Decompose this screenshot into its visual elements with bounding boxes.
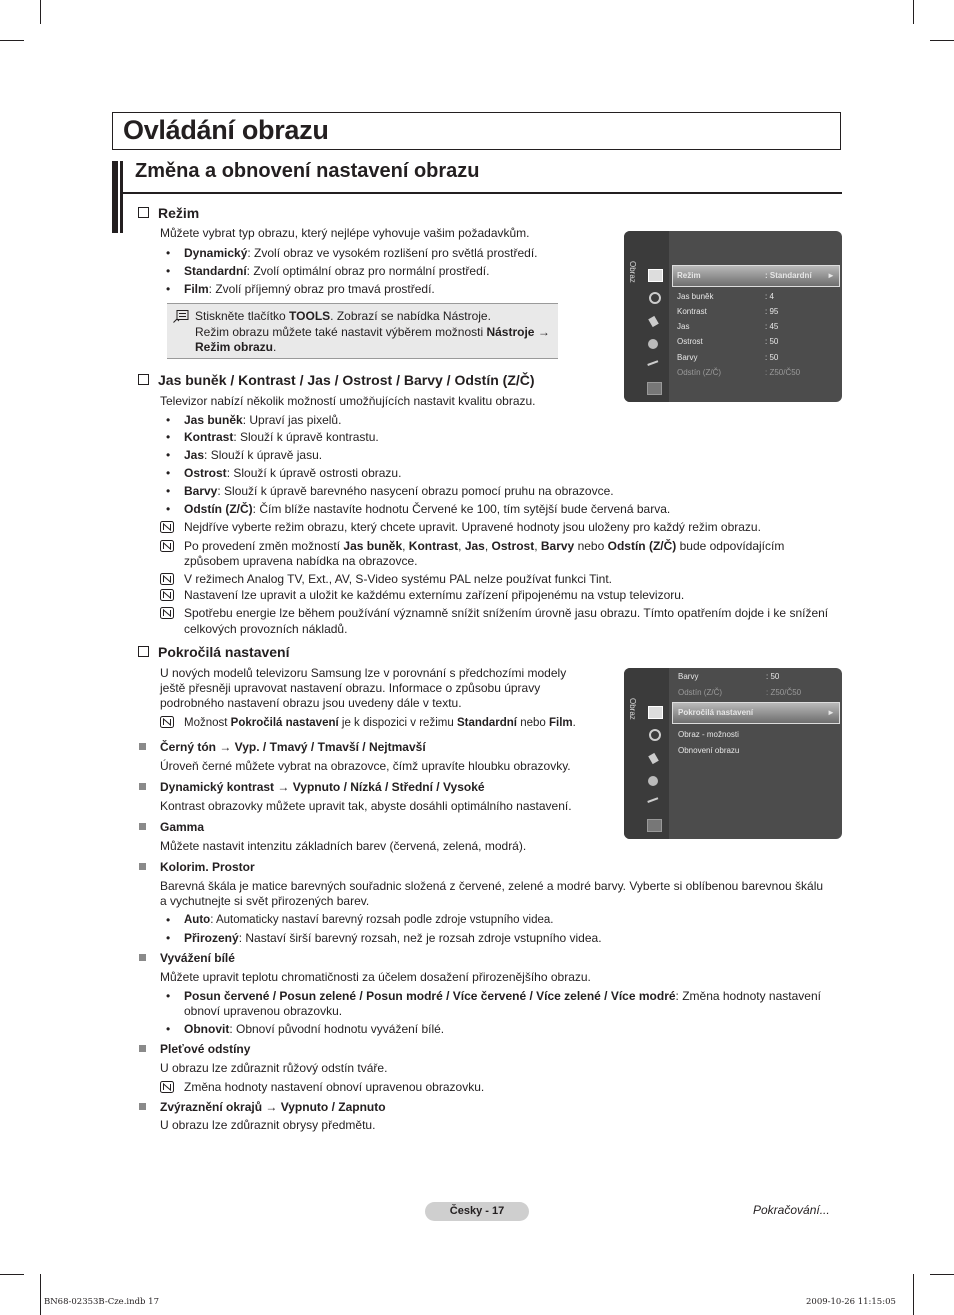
bullet: • <box>166 246 171 260</box>
subitem-title: Pleťové odstíny <box>160 1042 251 1056</box>
crop-mark <box>40 0 41 24</box>
list-item: Standardní: Zvolí optimální obraz pro normální prostředí. <box>184 264 490 278</box>
tools-icon <box>173 310 189 323</box>
menu-value: : 4 <box>765 292 774 301</box>
subitem-text: Kontrast obrazovky můžete upravit tak, abyste dosáhli optimálního nastavení. <box>160 799 572 813</box>
note-icon <box>160 521 174 533</box>
picture-icon <box>648 269 663 282</box>
note-icon <box>160 540 174 552</box>
list-item: Film: Zvolí příjemný obraz pro tmavá prostředí. <box>184 282 435 296</box>
note-icon <box>160 607 174 619</box>
section-title: Změna a obnovení nastavení obrazu <box>135 160 480 182</box>
osd-menu-picture <box>624 231 842 402</box>
subitem-title: Černý tón → Vyp. / Tmavý / Tmavší / Nejtmavší <box>160 740 426 754</box>
bullet: • <box>166 466 171 480</box>
tools-line-1: Stiskněte tlačítko TOOLS. Zobrazí se nabídka Nástroje. <box>195 309 491 323</box>
bullet: • <box>166 282 171 296</box>
square-bullet-icon <box>139 1045 146 1052</box>
paragraph: Televizor nabízí několik možností umožňujících nastavit kvalitu obrazu. <box>160 394 536 408</box>
list-item: Auto: Automaticky nastaví barevný rozsah podle zdroje vstupního videa. <box>184 914 554 926</box>
tools-line-3: Režim obrazu. <box>195 340 277 354</box>
menu-value: : 50 <box>765 337 779 346</box>
menu-value: : 95 <box>765 307 779 316</box>
crop-mark <box>930 1274 954 1275</box>
page-number-badge <box>425 1202 529 1221</box>
sound-icon <box>649 729 661 741</box>
subitem-title: Zvýraznění okrajů → Vypnuto / Zapnuto <box>160 1100 386 1114</box>
menu-value: : 50 <box>766 672 780 681</box>
note-text: Po provedení změn možností Jas buněk, Kontrast, Jas, Ostrost, Barvy nebo Odstín (Z/Č) bude odpovídajícím <box>184 539 785 553</box>
note-text: V režimech Analog TV, Ext., AV, S-Video systému PAL nelze používat funkci Tint. <box>184 572 613 586</box>
list-item: Posun červené / Posun zelené / Posun modré / Více červené / Více zelené / Více modré: Změna hodnoty nastavení <box>184 989 821 1003</box>
subitem-text: a vychutnejte si svět přirozených barev. <box>160 894 370 908</box>
note-text: způsobem upravena nabídka na obrazovce. <box>184 554 418 568</box>
menu-item[interactable]: Jas buněk <box>677 292 714 301</box>
sound-icon <box>649 292 661 304</box>
page-number: Česky - 17 <box>449 1205 505 1217</box>
bullet: • <box>166 502 171 516</box>
subitem-title: Dynamický kontrast → Vypnuto / Nízká / Střední / Vysoké <box>160 780 485 794</box>
note-text: Nastavení lze upravit a uložit ke každému externímu zařízení připojenému na vstup televizoru. <box>184 588 685 602</box>
bullet: • <box>166 989 171 1003</box>
section-bar <box>120 161 123 233</box>
menu-item[interactable]: Obnovení obrazu <box>678 746 740 755</box>
square-bullet-icon <box>139 743 146 750</box>
tools-line-2: Režim obrazu můžete také nastavit výběrem možnosti Nástroje → <box>195 325 550 339</box>
note-text: Změna hodnoty nastavení obnoví upravenou obrazovku. <box>184 1080 485 1094</box>
osd-menu-advanced <box>624 668 842 839</box>
note-text: Možnost Pokročilá nastavení je k dispozici v režimu Standardní nebo Film. <box>184 717 576 729</box>
bullet: • <box>166 430 171 444</box>
paragraph: podrobného nastavení obrazu jsou uvedeny dále v textu. <box>160 696 462 710</box>
menu-item[interactable]: Odstín (Z/Č) <box>677 368 722 377</box>
paragraph: Můžete vybrat typ obrazu, který nejlépe vyhovuje vašim požadavkům. <box>160 226 530 240</box>
square-bullet-icon <box>139 863 146 870</box>
subitem-text: U obrazu lze zdůraznit obrysy předmětu. <box>160 1118 376 1132</box>
menu-value: : Z50/Č50 <box>766 688 802 697</box>
subitem-title: Gamma <box>160 820 205 834</box>
menu-item[interactable]: Obraz - možnosti <box>678 730 739 739</box>
subitem-text: Můžete upravit teplotu chromatičnosti za účelem dosažení přirozenějšího obrazu. <box>160 970 591 984</box>
page-title-box <box>112 112 841 150</box>
picture-icon <box>648 706 663 719</box>
checkbox-square-icon <box>138 207 149 218</box>
continue-link[interactable]: Pokračování... <box>753 1203 830 1217</box>
bullet: • <box>166 413 171 427</box>
menu-sidebar <box>624 231 669 402</box>
menu-item[interactable]: Jas <box>677 322 690 331</box>
subitem-text: Úroveň černé můžete vybrat na obrazovce, čímž upravíte hloubku obrazovky. <box>160 759 571 773</box>
menu-value: : 45 <box>765 322 779 331</box>
paragraph: ještě přesněji upravovat nastavení obrazu. Informace o způsobu úpravy <box>160 681 541 695</box>
print-file-info: BN68-02353B-Cze.indb 17 <box>44 1297 159 1307</box>
bullet: • <box>166 931 171 945</box>
subitem-title: Kolorim. Prostor <box>160 860 255 874</box>
bullet: • <box>166 448 171 462</box>
list-item: Barvy: Slouží k úpravě barevného nasycení obrazu pomocí pruhu na obrazovce. <box>184 484 614 498</box>
crop-mark <box>40 1274 41 1315</box>
menu-item-rezim[interactable]: Režim <box>677 271 701 280</box>
crop-mark <box>913 0 914 24</box>
arrow-right-icon: ► <box>827 271 835 280</box>
list-item: Kontrast: Slouží k úpravě kontrastu. <box>184 430 379 444</box>
subitem-title: Vyvážení bílé <box>160 951 235 965</box>
subitem-text: Barevná škála je matice barevných souřadnic složená z červené, zelené a modré barvy. Vyberte si oblíbenou barevnou škálu <box>160 879 824 893</box>
support-icon <box>647 382 662 395</box>
list-item: Jas: Slouží k úpravě jasu. <box>184 448 323 462</box>
bullet: • <box>166 913 171 927</box>
heading-rezim <box>138 205 199 221</box>
list-item: obnoví upravenou obrazovku. <box>184 1004 343 1018</box>
tools-note-box <box>167 303 558 359</box>
note-text: Spotřebu energie lze během používání významně snížit snížením úrovně jasu obrazu. Tímto opatřením dojde i ke snížení <box>184 606 829 620</box>
section-rule <box>123 192 842 194</box>
list-item: Ostrost: Slouží k úpravě ostrosti obrazu. <box>184 466 402 480</box>
menu-item-pokrocila[interactable]: Pokročilá nastavení <box>678 708 754 717</box>
checkbox-square-icon <box>138 646 149 657</box>
subitem-text: U obrazu lze zdůraznit růžový odstín tváře. <box>160 1061 388 1075</box>
note-text: celkových provozních nákladů. <box>184 622 348 636</box>
square-bullet-icon <box>139 783 146 790</box>
bullet: • <box>166 484 171 498</box>
crop-mark <box>0 40 24 41</box>
setup-gear-icon <box>648 339 658 349</box>
print-date-info: 2009-10-26 11:15:05 <box>806 1297 896 1307</box>
menu-sidebar <box>624 668 669 839</box>
crop-mark <box>930 40 954 41</box>
crop-mark <box>0 1274 24 1275</box>
menu-side-label: Obraz <box>628 261 637 283</box>
subitem-text: Můžete nastavit intenzitu základních barev (červená, zelená, modrá). <box>160 839 527 853</box>
menu-item[interactable]: Odstín (Z/Č) <box>678 688 723 697</box>
note-icon <box>160 589 174 601</box>
square-bullet-icon <box>139 823 146 830</box>
crop-mark <box>913 1274 914 1315</box>
menu-item[interactable]: Barvy <box>678 672 699 681</box>
bullet: • <box>166 264 171 278</box>
heading-pokrocila: Pokročilá nastavení <box>138 644 290 660</box>
menu-value: : Z50/Č50 <box>765 368 801 377</box>
section-bar <box>112 161 118 233</box>
menu-item[interactable]: Barvy <box>677 353 698 362</box>
square-bullet-icon <box>139 1103 146 1110</box>
menu-side-label: Obraz <box>628 698 637 720</box>
bullet: • <box>166 1022 171 1036</box>
note-icon <box>160 716 174 728</box>
support-icon <box>647 819 662 832</box>
setup-gear-icon <box>648 776 658 786</box>
heading-jas: Jas buněk / Kontrast / Jas / Ostrost / Barvy / Odstín (Z/Č) <box>138 372 535 388</box>
heading-text: Režim <box>158 205 200 221</box>
menu-item[interactable]: Kontrast <box>677 307 707 316</box>
checkbox-square-icon <box>138 374 149 385</box>
list-item: Přirozený: Nastaví širší barevný rozsah, než je rozsah zdroje vstupního videa. <box>184 931 602 945</box>
note-text: Nejdříve vyberte režim obrazu, který chcete upravit. Upravené hodnoty jsou uloženy pro každý režim obrazu. <box>184 520 761 534</box>
note-icon <box>160 1081 174 1093</box>
menu-item[interactable]: Ostrost <box>677 337 703 346</box>
note-icon <box>160 573 174 585</box>
arrow-right-icon: ► <box>827 708 835 717</box>
paragraph: U nových modelů televizoru Samsung lze v porovnání s předchozími modely <box>160 666 567 680</box>
square-bullet-icon <box>139 954 146 961</box>
page-title: Ovládání obrazu <box>123 115 329 145</box>
menu-value: : Standardní <box>765 271 812 280</box>
list-item: Obnovit: Obnoví původní hodnotu vyvážení bílé. <box>184 1022 445 1036</box>
list-item: Odstín (Z/Č): Čím blíže nastavíte hodnotu Červené ke 100, tím sytější bude červená barva. <box>184 502 671 516</box>
list-item: Jas buněk: Upraví jas pixelů. <box>184 413 342 427</box>
menu-value: : 50 <box>765 353 779 362</box>
list-item: Dynamický: Zvolí obraz ve vysokém rozlišení pro světlá prostředí. <box>184 246 538 260</box>
